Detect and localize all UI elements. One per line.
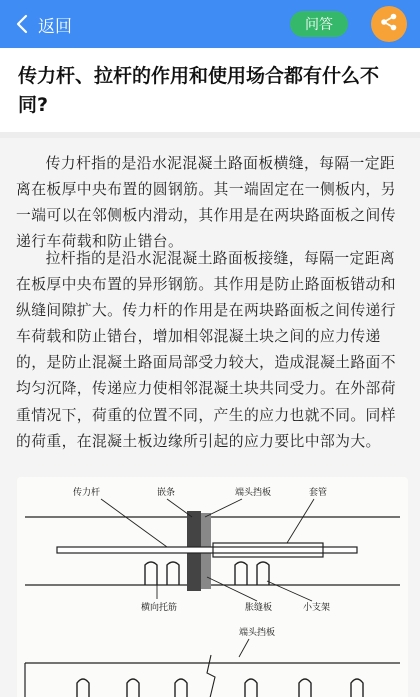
dowel-diagram-image [17,477,408,697]
paragraph: 拉杆指的是沿水泥混凝土路面板接缝，每隔一定距离在板厚中央布置的异形钢筋。其作用是防止路面板错动和纵缝间隙扩大。传力杆的作用是在两块路面板之间传递行车荷载和防止错台，增加相邻混凝土块之间的应力传递的，是防止混凝土路面局部受力较大，造成混凝土路面不均匀沉降，传递应力使相邻混凝土块共同受力。在外部荷重情况下，荷重的位置不同，产生的应力也就不同。同样的荷重，在混凝土板边缘所引起的应力要比中部为大。 [16,250,396,450]
back-label: 返回 [38,16,72,37]
label-end-cap-bottom: 端头挡板 [239,628,276,638]
label-support: 小支架 [303,603,331,613]
label-sleeve: 套管 [309,488,328,498]
share-button[interactable] [371,6,407,42]
label-joint-board: 胀缝板 [245,603,273,613]
back-button[interactable] [10,10,72,38]
paragraph: 传力杆指的是沿水泥混凝土路面板横缝，每隔一定距离在板厚中央布置的圆钢筋。其一端固定在一侧板内，另一端可以在邻侧板内滑动，其作用是在两块路面板之间传递行车荷载和防止错台。 [16,155,396,251]
label-chair: 横向托筋 [141,603,178,613]
share-icon [379,12,399,36]
top-app-bar [0,0,420,48]
answer-content [0,138,420,697]
qa-badge[interactable]: 问答 [290,11,348,37]
label-filler: 嵌条 [157,488,176,498]
label-dowel: 传力杆 [73,488,101,498]
label-end-cap-top: 端头挡板 [235,488,272,498]
question-header [0,48,420,132]
question-title: 传力杆、拉杆的作用和使用场合都有什么不同? [18,65,380,116]
chevron-left-icon [10,11,36,37]
